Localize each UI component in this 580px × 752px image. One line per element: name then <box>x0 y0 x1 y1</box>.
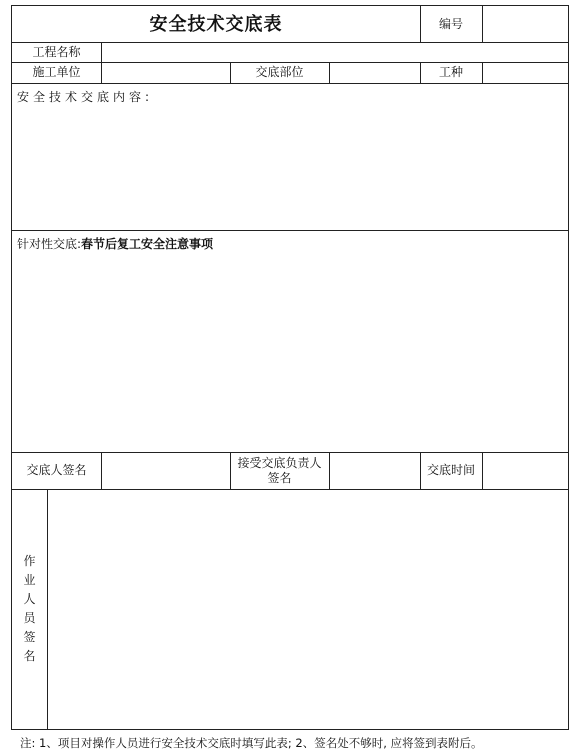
briefing-time-label: 交底时间 <box>426 463 475 477</box>
row-divider <box>12 83 568 84</box>
worker-signature-char: 人 <box>23 592 36 606</box>
receiver-signature-field[interactable] <box>330 452 420 489</box>
worker-signature-char: 签 <box>23 630 36 644</box>
contractor-label: 施工单位 <box>32 65 81 79</box>
briefing-part-label: 交底部位 <box>255 65 304 79</box>
presenter-signature-field[interactable] <box>102 452 230 489</box>
trade-field[interactable] <box>483 62 569 83</box>
safety-briefing-form <box>11 5 569 730</box>
briefing-content-area[interactable] <box>12 106 569 228</box>
targeted-briefing-row <box>17 235 213 252</box>
targeted-briefing-area[interactable] <box>12 253 569 450</box>
receiver-signature-label-line2: 签名 <box>267 470 292 485</box>
receiver-signature-label-line1: 接受交底负责人 <box>237 455 322 470</box>
form-footnote: 注: 1、项目对操作人员进行安全技术交底时填写此表; 2、签名处不够时, 应将签到表附后。 <box>20 736 483 750</box>
presenter-signature-label: 交底人签名 <box>26 463 87 477</box>
worker-signature-area[interactable] <box>48 490 569 729</box>
briefing-time-field[interactable] <box>483 452 569 489</box>
worker-signature-char: 员 <box>23 611 36 625</box>
worker-signature-char: 名 <box>23 649 36 663</box>
targeted-briefing-topic: 春节后复工安全注意事项 <box>81 237 214 251</box>
worker-signature-char: 业 <box>23 573 36 587</box>
briefing-content-label: 安全技术交底内容: <box>17 90 154 104</box>
worker-signature-char: 作 <box>23 554 36 568</box>
contractor-field[interactable] <box>102 62 230 83</box>
briefing-part-field[interactable] <box>330 62 420 83</box>
form-title: 安全技术交底表 <box>149 13 283 35</box>
number-field[interactable] <box>483 6 569 42</box>
trade-label: 工种 <box>438 65 463 79</box>
receiver-signature-label <box>230 452 329 489</box>
worker-signature-label <box>12 489 47 729</box>
targeted-briefing-label: 针对性交底: <box>17 237 82 251</box>
project-name-label: 工程名称 <box>32 44 81 59</box>
project-name-field[interactable] <box>102 42 569 62</box>
row-divider <box>12 230 568 231</box>
number-label: 编号 <box>438 16 463 31</box>
